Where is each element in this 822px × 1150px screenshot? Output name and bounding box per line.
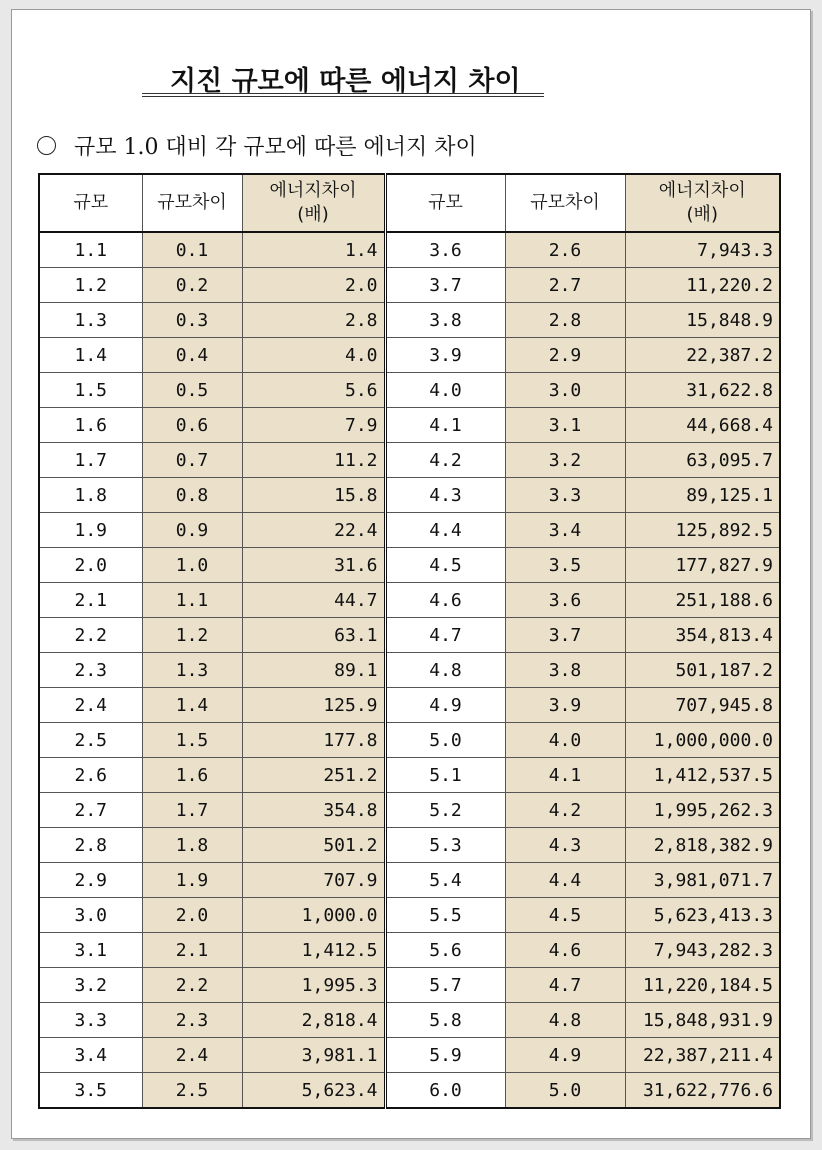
table-row — [39, 338, 780, 373]
magnitude-cell: 2.7 — [39, 793, 142, 828]
magnitude-cell: 4.7 — [385, 618, 505, 653]
table-row — [39, 1003, 780, 1038]
magnitude-diff-cell: 2.6 — [505, 232, 625, 268]
magnitude-diff-cell: 4.1 — [505, 758, 625, 793]
table-row — [39, 723, 780, 758]
energy-diff-cell: 177,827.9 — [625, 548, 780, 583]
magnitude-diff-cell: 4.0 — [505, 723, 625, 758]
header-magnitude-diff-2: 규모차이 — [505, 174, 625, 232]
magnitude-diff-cell: 0.9 — [142, 513, 242, 548]
magnitude-diff-cell: 1.5 — [142, 723, 242, 758]
energy-diff-cell: 11.2 — [242, 443, 385, 478]
magnitude-cell: 3.3 — [39, 1003, 142, 1038]
table-row — [39, 303, 780, 338]
magnitude-cell: 3.0 — [39, 898, 142, 933]
table-row — [39, 688, 780, 723]
circle-bullet-icon — [37, 136, 56, 155]
energy-diff-cell: 31,622.8 — [625, 373, 780, 408]
table-row — [39, 548, 780, 583]
energy-diff-cell: 44,668.4 — [625, 408, 780, 443]
table-row — [39, 863, 780, 898]
energy-diff-cell: 7,943.3 — [625, 232, 780, 268]
magnitude-cell: 1.4 — [39, 338, 142, 373]
magnitude-diff-cell: 3.4 — [505, 513, 625, 548]
energy-diff-cell: 7,943,282.3 — [625, 933, 780, 968]
energy-diff-cell: 15,848.9 — [625, 303, 780, 338]
energy-diff-cell: 501,187.2 — [625, 653, 780, 688]
magnitude-cell: 3.7 — [385, 268, 505, 303]
energy-diff-cell: 15.8 — [242, 478, 385, 513]
magnitude-diff-cell: 1.0 — [142, 548, 242, 583]
magnitude-diff-cell: 3.2 — [505, 443, 625, 478]
table-row — [39, 618, 780, 653]
magnitude-diff-cell: 4.9 — [505, 1038, 625, 1073]
magnitude-diff-cell: 2.7 — [505, 268, 625, 303]
energy-diff-cell: 2,818.4 — [242, 1003, 385, 1038]
table-row — [39, 1038, 780, 1073]
magnitude-cell: 5.1 — [385, 758, 505, 793]
magnitude-diff-cell: 1.3 — [142, 653, 242, 688]
magnitude-cell: 3.1 — [39, 933, 142, 968]
magnitude-cell: 2.3 — [39, 653, 142, 688]
energy-diff-cell: 63.1 — [242, 618, 385, 653]
energy-diff-cell: 1,000,000.0 — [625, 723, 780, 758]
energy-diff-cell: 11,220,184.5 — [625, 968, 780, 1003]
table-row — [39, 968, 780, 1003]
magnitude-diff-cell: 4.4 — [505, 863, 625, 898]
magnitude-diff-cell: 2.2 — [142, 968, 242, 1003]
magnitude-diff-cell: 0.7 — [142, 443, 242, 478]
magnitude-cell: 1.7 — [39, 443, 142, 478]
energy-diff-cell: 63,095.7 — [625, 443, 780, 478]
energy-diff-cell: 22,387.2 — [625, 338, 780, 373]
magnitude-diff-cell: 3.5 — [505, 548, 625, 583]
energy-diff-cell: 177.8 — [242, 723, 385, 758]
magnitude-cell: 5.3 — [385, 828, 505, 863]
magnitude-diff-cell: 3.9 — [505, 688, 625, 723]
magnitude-diff-cell: 1.7 — [142, 793, 242, 828]
energy-diff-cell: 22.4 — [242, 513, 385, 548]
magnitude-cell: 4.6 — [385, 583, 505, 618]
table-row — [39, 583, 780, 618]
magnitude-diff-cell: 3.0 — [505, 373, 625, 408]
energy-diff-cell: 7.9 — [242, 408, 385, 443]
magnitude-cell: 3.8 — [385, 303, 505, 338]
magnitude-cell: 5.2 — [385, 793, 505, 828]
energy-diff-cell: 354,813.4 — [625, 618, 780, 653]
magnitude-cell: 2.0 — [39, 548, 142, 583]
energy-diff-cell: 1,000.0 — [242, 898, 385, 933]
energy-table — [38, 173, 781, 1109]
magnitude-cell: 2.2 — [39, 618, 142, 653]
magnitude-cell: 3.4 — [39, 1038, 142, 1073]
energy-diff-cell: 15,848,931.9 — [625, 1003, 780, 1038]
energy-diff-cell: 44.7 — [242, 583, 385, 618]
energy-diff-cell: 251.2 — [242, 758, 385, 793]
magnitude-diff-cell: 3.1 — [505, 408, 625, 443]
magnitude-cell: 5.8 — [385, 1003, 505, 1038]
magnitude-diff-cell: 1.8 — [142, 828, 242, 863]
header-magnitude-diff: 규모차이 — [142, 174, 242, 232]
magnitude-cell: 5.5 — [385, 898, 505, 933]
energy-diff-cell: 22,387,211.4 — [625, 1038, 780, 1073]
magnitude-diff-cell: 2.8 — [505, 303, 625, 338]
magnitude-diff-cell: 3.6 — [505, 583, 625, 618]
magnitude-cell: 1.9 — [39, 513, 142, 548]
magnitude-diff-cell: 1.6 — [142, 758, 242, 793]
energy-diff-cell: 31,622,776.6 — [625, 1073, 780, 1109]
magnitude-cell: 5.7 — [385, 968, 505, 1003]
magnitude-cell: 4.1 — [385, 408, 505, 443]
magnitude-diff-cell: 0.8 — [142, 478, 242, 513]
magnitude-diff-cell: 1.4 — [142, 688, 242, 723]
magnitude-diff-cell: 2.4 — [142, 1038, 242, 1073]
magnitude-cell: 5.9 — [385, 1038, 505, 1073]
table-row — [39, 793, 780, 828]
energy-diff-cell: 5.6 — [242, 373, 385, 408]
magnitude-cell: 5.6 — [385, 933, 505, 968]
magnitude-cell: 2.1 — [39, 583, 142, 618]
magnitude-cell: 3.5 — [39, 1073, 142, 1109]
table-row — [39, 443, 780, 478]
magnitude-cell: 1.6 — [39, 408, 142, 443]
title-underline — [142, 93, 544, 94]
energy-diff-cell: 4.0 — [242, 338, 385, 373]
header-energy-diff-2: 에너지차이 (배) — [625, 174, 780, 232]
magnitude-diff-cell: 4.2 — [505, 793, 625, 828]
magnitude-diff-cell: 0.2 — [142, 268, 242, 303]
magnitude-cell: 3.2 — [39, 968, 142, 1003]
table-row — [39, 232, 780, 268]
magnitude-cell: 4.8 — [385, 653, 505, 688]
energy-diff-cell: 354.8 — [242, 793, 385, 828]
magnitude-diff-cell: 0.4 — [142, 338, 242, 373]
magnitude-cell: 2.8 — [39, 828, 142, 863]
magnitude-cell: 4.3 — [385, 478, 505, 513]
title-underline-double — [142, 96, 544, 97]
energy-diff-cell: 501.2 — [242, 828, 385, 863]
table-row — [39, 268, 780, 303]
magnitude-diff-cell: 5.0 — [505, 1073, 625, 1109]
energy-diff-cell: 2,818,382.9 — [625, 828, 780, 863]
magnitude-cell: 4.2 — [385, 443, 505, 478]
energy-diff-cell: 3,981,071.7 — [625, 863, 780, 898]
magnitude-diff-cell: 2.5 — [142, 1073, 242, 1109]
energy-diff-cell: 1,412,537.5 — [625, 758, 780, 793]
table-header-row — [39, 174, 780, 232]
magnitude-diff-cell: 1.9 — [142, 863, 242, 898]
energy-diff-cell: 11,220.2 — [625, 268, 780, 303]
energy-diff-cell: 89.1 — [242, 653, 385, 688]
magnitude-diff-cell: 0.5 — [142, 373, 242, 408]
magnitude-cell: 1.3 — [39, 303, 142, 338]
energy-diff-cell: 125.9 — [242, 688, 385, 723]
magnitude-diff-cell: 1.2 — [142, 618, 242, 653]
energy-diff-cell: 707,945.8 — [625, 688, 780, 723]
magnitude-cell: 1.1 — [39, 232, 142, 268]
magnitude-cell: 1.5 — [39, 373, 142, 408]
magnitude-diff-cell: 4.6 — [505, 933, 625, 968]
energy-diff-cell: 1.4 — [242, 232, 385, 268]
magnitude-diff-cell: 3.7 — [505, 618, 625, 653]
energy-diff-cell: 5,623,413.3 — [625, 898, 780, 933]
energy-diff-cell: 89,125.1 — [625, 478, 780, 513]
energy-diff-cell: 31.6 — [242, 548, 385, 583]
magnitude-diff-cell: 3.8 — [505, 653, 625, 688]
magnitude-diff-cell: 2.3 — [142, 1003, 242, 1038]
magnitude-diff-cell: 4.8 — [505, 1003, 625, 1038]
table-row — [39, 478, 780, 513]
energy-diff-cell: 1,995.3 — [242, 968, 385, 1003]
table-row — [39, 1073, 780, 1109]
magnitude-diff-cell: 0.6 — [142, 408, 242, 443]
magnitude-cell: 4.5 — [385, 548, 505, 583]
magnitude-diff-cell: 1.1 — [142, 583, 242, 618]
magnitude-cell: 2.9 — [39, 863, 142, 898]
table-row — [39, 758, 780, 793]
magnitude-cell: 1.8 — [39, 478, 142, 513]
magnitude-diff-cell: 2.0 — [142, 898, 242, 933]
magnitude-cell: 6.0 — [385, 1073, 505, 1109]
header-magnitude-2: 규모 — [385, 174, 505, 232]
energy-diff-cell: 1,412.5 — [242, 933, 385, 968]
magnitude-diff-cell: 4.7 — [505, 968, 625, 1003]
magnitude-diff-cell: 2.1 — [142, 933, 242, 968]
magnitude-cell: 4.4 — [385, 513, 505, 548]
energy-diff-cell: 5,623.4 — [242, 1073, 385, 1109]
magnitude-cell: 4.0 — [385, 373, 505, 408]
magnitude-cell: 4.9 — [385, 688, 505, 723]
energy-diff-cell: 1,995,262.3 — [625, 793, 780, 828]
magnitude-cell: 5.4 — [385, 863, 505, 898]
magnitude-cell: 2.6 — [39, 758, 142, 793]
table-row — [39, 653, 780, 688]
energy-diff-cell: 2.0 — [242, 268, 385, 303]
title-text: 지진 규모에 따른 에너지 차이 — [170, 66, 521, 97]
energy-diff-cell: 2.8 — [242, 303, 385, 338]
table-body — [39, 232, 780, 1108]
magnitude-diff-cell: 0.1 — [142, 232, 242, 268]
section-heading-text: 규모 1.0 대비 각 규모에 따른 에너지 차이 — [74, 135, 477, 160]
table-row — [39, 408, 780, 443]
magnitude-cell: 1.2 — [39, 268, 142, 303]
magnitude-cell: 3.9 — [385, 338, 505, 373]
table-row — [39, 828, 780, 863]
magnitude-diff-cell: 2.9 — [505, 338, 625, 373]
magnitude-diff-cell: 4.3 — [505, 828, 625, 863]
document-title — [142, 56, 544, 98]
energy-diff-cell: 707.9 — [242, 863, 385, 898]
table-row — [39, 898, 780, 933]
magnitude-diff-cell: 0.3 — [142, 303, 242, 338]
table-row — [39, 373, 780, 408]
header-energy-diff: 에너지차이 (배) — [242, 174, 385, 232]
table-row — [39, 513, 780, 548]
energy-diff-cell: 251,188.6 — [625, 583, 780, 618]
magnitude-diff-cell: 3.3 — [505, 478, 625, 513]
magnitude-cell: 5.0 — [385, 723, 505, 758]
magnitude-cell: 3.6 — [385, 232, 505, 268]
table-row — [39, 933, 780, 968]
magnitude-cell: 2.4 — [39, 688, 142, 723]
section-heading — [37, 130, 477, 161]
magnitude-cell: 2.5 — [39, 723, 142, 758]
header-magnitude: 규모 — [39, 174, 142, 232]
energy-diff-cell: 125,892.5 — [625, 513, 780, 548]
energy-diff-cell: 3,981.1 — [242, 1038, 385, 1073]
magnitude-diff-cell: 4.5 — [505, 898, 625, 933]
